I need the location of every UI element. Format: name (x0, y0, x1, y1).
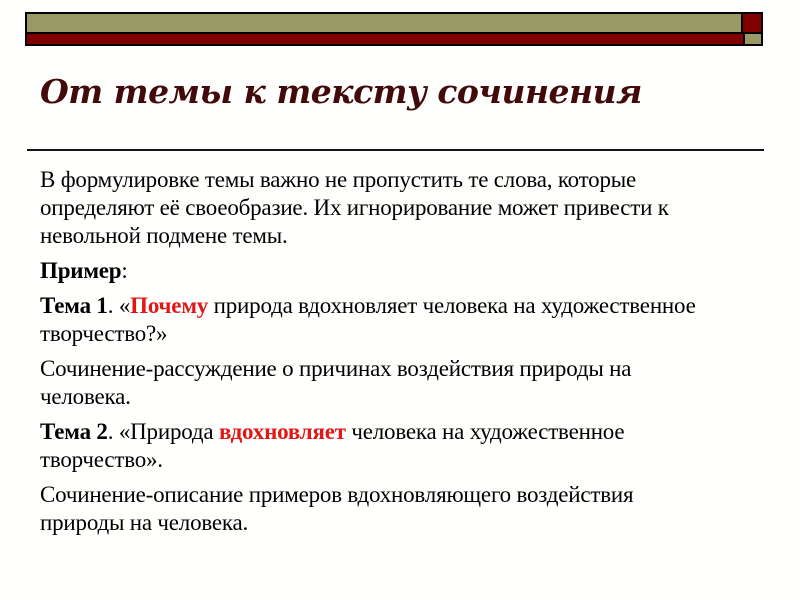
maroon-bar (25, 32, 745, 46)
text-segment: . «Природа (107, 419, 219, 444)
slide-title: От темы к тексту сочинения (40, 72, 642, 111)
text-line (40, 446, 760, 474)
paragraph (40, 166, 760, 250)
text-segment: . « (107, 293, 131, 318)
paragraph (40, 418, 760, 474)
paragraph (40, 481, 760, 537)
text-segment: : (121, 258, 128, 283)
text-segment: творчество?» (40, 321, 168, 346)
text-segment: Сочинение-описание примеров вдохновляющего воздействия (40, 482, 634, 507)
text-segment: человека на художественное (345, 419, 625, 444)
text-line (40, 320, 760, 348)
text-segment: В формулировке темы важно не пропустить те слова, которые (40, 167, 637, 192)
text-segment: человека. (40, 384, 131, 409)
text-line (40, 292, 760, 320)
text-line (40, 481, 760, 509)
text-segment: Сочинение-рассуждение о причинах воздействия природы на (40, 356, 632, 381)
text-line (40, 383, 760, 411)
text-line (40, 509, 760, 537)
olive-bar (25, 12, 743, 34)
text-line (40, 166, 760, 194)
text-segment: творчество». (40, 447, 163, 472)
highlighted-word: вдохновляет (218, 419, 346, 444)
text-segment: природы на человека. (40, 510, 249, 535)
text-segment: невольной подмене темы. (40, 223, 288, 248)
text-line (40, 222, 760, 250)
text-segment: Пример (40, 258, 122, 283)
decoration-row-bottom (25, 34, 786, 46)
text-line (40, 194, 760, 222)
maroon-accent-square (741, 12, 763, 34)
title-divider (27, 149, 764, 151)
text-segment: природа вдохновляет человека на художественное (208, 293, 696, 318)
highlighted-word: Почему (130, 293, 209, 318)
paragraph (40, 355, 760, 411)
text-line (40, 257, 760, 285)
text-segment: Тема 2 (40, 419, 108, 444)
text-line (40, 418, 760, 446)
paragraph (40, 257, 760, 285)
text-line (40, 355, 760, 383)
slide-body (40, 166, 760, 544)
paragraph (40, 292, 760, 348)
text-segment: определяют её своеобразие. Их игнорирование может привести к (40, 195, 669, 220)
text-segment: Тема 1 (40, 293, 108, 318)
top-decoration (25, 12, 786, 46)
olive-accent-square (743, 32, 763, 46)
decoration-row-top (25, 12, 786, 34)
